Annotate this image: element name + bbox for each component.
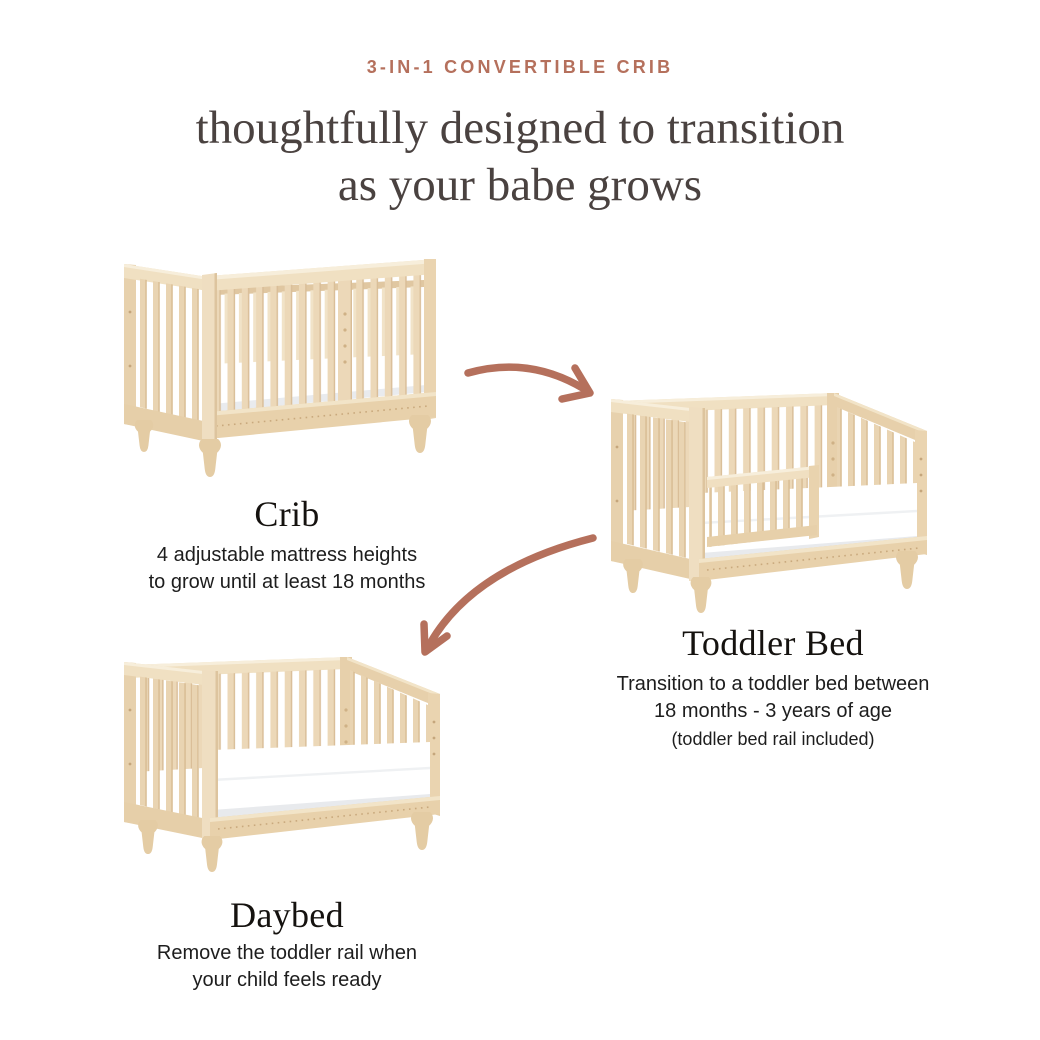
- stage-description-crib-line-2: to grow until at least 18 months: [148, 570, 426, 593]
- arrow-crib-to-toddler-icon: [456, 352, 606, 419]
- stage-description-daybed-line-2: your child feels ready: [192, 968, 382, 991]
- daybed-drawing: [124, 657, 440, 872]
- eyebrow-label: 3-IN-1 CONVERTIBLE CRIB: [366, 57, 674, 77]
- stage-description-crib: [95, 542, 479, 595]
- daybed-illustration: [124, 656, 446, 887]
- page-title-line-2: as your babe grows: [337, 159, 703, 211]
- page-title-line-1: thoughtfully designed to transition: [195, 102, 845, 154]
- stage-description-crib-line-1: 4 adjustable mattress heights: [156, 544, 418, 566]
- page-title: [0, 100, 1040, 214]
- stage-description-daybed-line-1: Remove the toddler rail when: [156, 942, 418, 964]
- toddler-bed-illustration: [611, 391, 933, 622]
- stage-label-crib: Crib: [254, 494, 320, 534]
- stage-label-toddler-bed: Toddler Bed: [682, 623, 864, 663]
- crib-illustration: [124, 254, 446, 485]
- stage-description-daybed: [95, 940, 479, 993]
- stage-description-toddler-bed-line-2: 18 months - 3 years of age: [654, 699, 892, 722]
- stage-description-toddler-bed-line-1: Transition to a toddler bed between: [616, 673, 930, 695]
- stage-note-toddler-bed: (toddler bed rail included): [671, 729, 875, 749]
- stage-label-daybed: Daybed: [230, 895, 344, 935]
- stage-description-toddler-bed: [581, 671, 965, 724]
- crib-drawing: [124, 259, 436, 477]
- toddler-bed-drawing: [611, 393, 927, 613]
- toddler-rail: [707, 465, 819, 547]
